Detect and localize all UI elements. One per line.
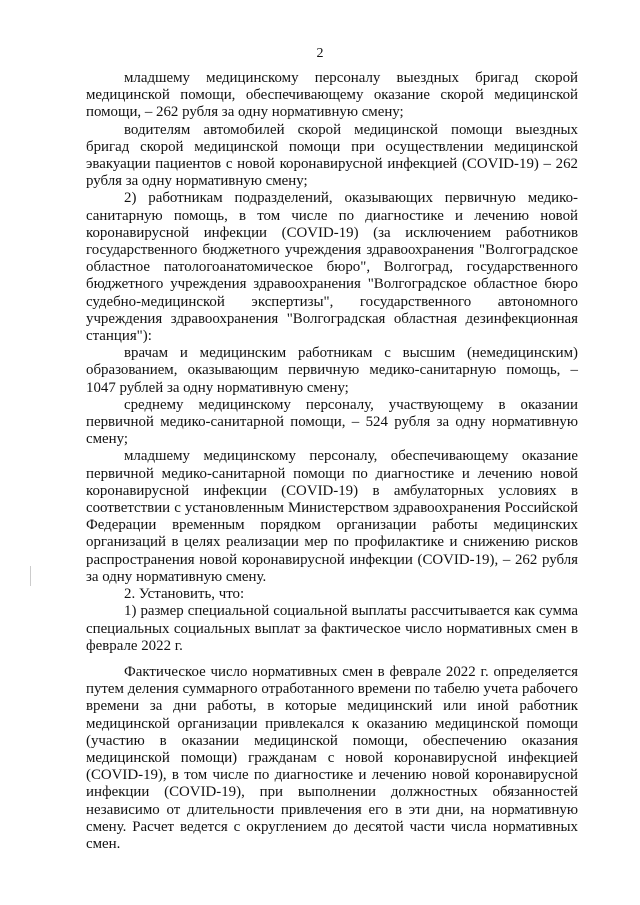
- paragraph-mid-level-staff: среднему медицинскому персоналу, участвующему в оказании первичной медико-санитарной помощи, – 524 рубля за одну нормативную смену;: [86, 396, 578, 448]
- scan-artifact: [30, 566, 31, 586]
- document-body: [86, 70, 578, 853]
- paragraph-junior-staff-primary-care: младшему медицинскому персоналу, обеспечивающему оказание первичной медико-санитарной помощи по диагностике и лечению новой коронавирусной инфекции (COVID-19) в амбулаторных условиях в соответствии с установленным Министерством здравоохранения Российской Федерации временным порядком организации работы медицинских организаций в целях реализации мер по профилактике и снижению рисков распространения новой коронавирусной инфекции (COVID-19), – 262 рубля за одну нормативную смену.: [86, 448, 578, 585]
- paragraph-shift-calculation: Фактическое число нормативных смен в феврале 2022 г. определяется путем деления суммарного отработанного времени по табелю учета рабочего времени за дни работы, в которые медицинский или иной работник медицинской организации привлекался к оказанию медицинской помощи (участию в оказании медицинской помощи, обеспечению оказания медицинской помощи) гражданам с новой коронавирусной инфекцией (COVID-19), в том числе по диагностике и лечению новой коронавирусной инфекции (COVID-19), при выполнении должностных обязанностей независимо от длительности привлечения его в эти дни, на нормативную смену. Расчет ведется с округлением до десятой части числа нормативных смен.: [86, 663, 578, 852]
- paragraph-doctors: врачам и медицинским работникам с высшим (немедицинским) образованием, оказывающим первичную медико-санитарную помощь, – 1047 рублей за одну нормативную смену;: [86, 345, 578, 396]
- page-number: 2: [316, 46, 324, 61]
- paragraph-primary-care-units: 2) работникам подразделений, оказывающих первичную медико-санитарную помощь, в том числе по диагностике и лечению новой коронавирусной инфекции (COVID-19) (за исключением работников государственного бюджетного учреждения здравоохранения "Волгоградское областное патологоанатомическое бюро", Волгоград, государственного бюджетного учреждения здравоохранения "Волгоградское областное бюро судебно-медицинской экспертизы", государственного автономного учреждения здравоохранения "Волгоградская областная дезинфекционная станция"):: [86, 190, 578, 345]
- paragraph-section-2-heading: 2. Установить, что:: [124, 586, 245, 603]
- paragraph-ambulance-drivers: водителям автомобилей скорой медицинской помощи выездных бригад скорой медицинской помощи при осуществлении медицинской эвакуации пациентов с новой коронавирусной инфекцией (COVID-19) – 262 рубля за одну нормативную смену;: [86, 121, 578, 190]
- paragraph-payment-size: 1) размер специальной социальной выплаты рассчитывается как сумма специальных социальных выплат за фактическое число нормативных смен в феврале 2022 г.: [86, 603, 578, 654]
- paragraph-junior-staff-ambulance: младшему медицинскому персоналу выездных бригад скорой медицинской помощи, обеспечивающему оказание скорой медицинской помощи, – 262 рубля за одну нормативную смену;: [86, 70, 578, 121]
